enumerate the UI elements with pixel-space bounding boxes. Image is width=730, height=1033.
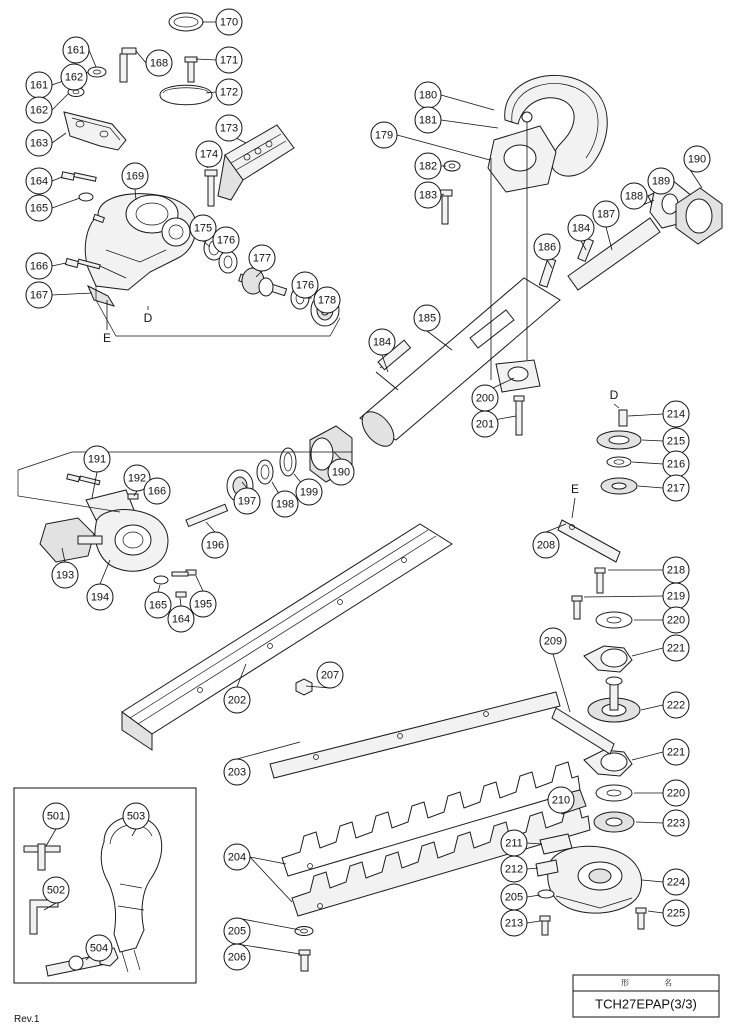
part-217-spacer-bore	[612, 483, 626, 489]
callout-number-501: 501	[46, 810, 66, 823]
callout-173[interactable]	[216, 115, 242, 141]
callout-222[interactable]	[663, 692, 689, 718]
callout-number-217: 217	[666, 482, 686, 495]
part-201-bolt-shaft	[516, 401, 522, 435]
part-206-bolt-head	[299, 950, 310, 955]
callout-number-213: 213	[504, 917, 524, 930]
callout-number-185: 185	[417, 312, 437, 325]
callout-number-193: 193	[55, 569, 75, 582]
part-174-screw-head	[205, 170, 217, 176]
revision-label: Rev.1	[14, 1014, 40, 1025]
callout-number-503: 503	[126, 810, 146, 823]
callout-221[interactable]	[663, 739, 689, 765]
callout-161[interactable]	[26, 72, 52, 98]
callout-number-164: 164	[29, 175, 49, 188]
callout-215[interactable]	[663, 428, 689, 454]
part-223-collar-bore	[606, 818, 622, 826]
part-195-bolt-shaft	[172, 572, 188, 576]
part-213-bolt-head	[540, 916, 550, 921]
part-165-washer	[79, 193, 93, 201]
part-501-wrench-stem	[38, 844, 45, 870]
part-214-bolt	[619, 410, 627, 426]
part-192-bolt-head	[128, 494, 138, 499]
callout-201[interactable]	[472, 411, 498, 437]
reference-letter-E-upper: E	[102, 331, 112, 345]
part-167-plate	[88, 286, 114, 306]
handle-assembly-group	[440, 75, 607, 224]
callout-number-172: 172	[219, 86, 239, 99]
callout-number-162: 162	[29, 104, 49, 117]
callout-number-225: 225	[666, 907, 686, 920]
callout-501[interactable]	[43, 803, 69, 829]
part-184-rod-left-end	[376, 372, 398, 390]
callout-number-202: 202	[227, 694, 247, 707]
part-181-bracket-bore	[504, 145, 536, 171]
callout-number-218: 218	[666, 564, 686, 577]
part-186-rod	[539, 258, 555, 287]
callout-209[interactable]	[540, 628, 566, 654]
callout-number-208: 208	[536, 539, 556, 552]
callout-number-205: 205	[227, 925, 247, 938]
part-169-hub	[162, 218, 190, 246]
callout-190[interactable]	[684, 146, 710, 172]
callout-214[interactable]	[663, 401, 689, 427]
part-224-cover-inner	[589, 869, 611, 883]
callout-199[interactable]	[296, 479, 322, 505]
part-205b-washer	[538, 890, 554, 898]
callout-number-175: 175	[193, 222, 213, 235]
part-207-nut	[296, 679, 312, 695]
part-222-gear-shaft-top	[606, 677, 622, 685]
part-190-cap-face	[686, 199, 712, 233]
callout-203[interactable]	[224, 759, 250, 785]
part-191-bolt-head	[67, 474, 80, 482]
part-164-bolt-head	[62, 172, 75, 180]
part-216-washer	[607, 457, 631, 467]
part-208-arm	[558, 520, 620, 562]
callout-221[interactable]	[663, 635, 689, 661]
callout-211[interactable]	[501, 830, 527, 856]
callout-186[interactable]	[534, 234, 560, 260]
reference-letters-layer	[103, 311, 619, 496]
callout-number-196: 196	[205, 539, 225, 552]
part-219-bolt-shaft	[574, 601, 580, 619]
callout-number-180: 180	[418, 89, 438, 102]
callout-number-186: 186	[537, 241, 557, 254]
title-block	[573, 975, 719, 1017]
part-193-neck	[78, 536, 102, 544]
callout-number-210: 210	[551, 794, 571, 807]
callout-number-176: 176	[216, 234, 236, 247]
callout-176[interactable]	[292, 272, 318, 298]
callout-number-207: 207	[320, 669, 340, 682]
callout-200[interactable]	[472, 385, 498, 411]
callout-161[interactable]	[63, 37, 89, 63]
callout-181[interactable]	[415, 107, 441, 133]
callout-167[interactable]	[26, 282, 52, 308]
part-176-washer	[219, 251, 237, 273]
callout-162[interactable]	[61, 64, 87, 90]
part-194-housing-bore	[115, 525, 151, 555]
part-198-snap-ring	[257, 460, 273, 484]
callout-number-181: 181	[418, 114, 438, 127]
reference-letter-D-upper: D	[143, 311, 153, 325]
callout-178[interactable]	[314, 287, 340, 313]
callout-213[interactable]	[501, 910, 527, 936]
callout-number-183: 183	[418, 189, 438, 202]
part-183-bolt-shaft	[442, 196, 448, 224]
callout-179[interactable]	[371, 122, 397, 148]
callout-170[interactable]	[216, 9, 242, 35]
callout-number-168: 168	[149, 57, 169, 70]
part-503-harness-tail	[122, 950, 140, 972]
callout-number-220: 220	[666, 614, 686, 627]
callout-number-161: 161	[66, 44, 86, 57]
callout-175[interactable]	[190, 215, 216, 241]
callout-number-166: 166	[29, 260, 49, 273]
part-163-bracket	[64, 112, 126, 150]
callout-number-221: 221	[666, 746, 686, 759]
callout-number-174: 174	[199, 148, 219, 161]
part-225-bolt-shaft	[638, 913, 644, 929]
part-172-cap	[160, 85, 212, 105]
callout-number-191: 191	[87, 453, 107, 466]
callout-number-206: 206	[227, 951, 247, 964]
part-171-screw	[188, 60, 194, 82]
part-504-spanner-eye	[69, 956, 83, 970]
callout-189[interactable]	[648, 168, 674, 194]
callout-number-178: 178	[317, 294, 337, 307]
callout-number-222: 222	[666, 699, 686, 712]
callout-number-212: 212	[504, 863, 524, 876]
part-164b-bolt-head	[176, 592, 186, 597]
callout-166[interactable]	[144, 478, 170, 504]
part-221b-link-eye	[601, 753, 627, 771]
callout-number-203: 203	[227, 766, 247, 779]
callout-number-220: 220	[666, 787, 686, 800]
callout-number-199: 199	[299, 486, 319, 499]
callout-197[interactable]	[234, 488, 260, 514]
part-161-washer	[88, 67, 106, 77]
callout-185[interactable]	[414, 305, 440, 331]
title-header-right: 名	[664, 978, 672, 988]
callout-212[interactable]	[501, 856, 527, 882]
callout-210[interactable]	[548, 787, 574, 813]
callout-number-163: 163	[29, 137, 49, 150]
part-165b-washer	[154, 576, 168, 584]
callout-502[interactable]	[43, 877, 69, 903]
callout-191[interactable]	[84, 446, 110, 472]
callout-208[interactable]	[533, 532, 559, 558]
part-164-bolt-shaft	[74, 173, 96, 181]
callout-number-205: 205	[504, 891, 524, 904]
callout-number-161: 161	[29, 79, 49, 92]
callout-217[interactable]	[663, 475, 689, 501]
callout-205[interactable]	[501, 884, 527, 910]
callout-177[interactable]	[249, 245, 275, 271]
callout-number-502: 502	[46, 884, 66, 897]
callout-207[interactable]	[317, 662, 343, 688]
callout-202[interactable]	[224, 687, 250, 713]
callout-223[interactable]	[663, 810, 689, 836]
callout-number-192: 192	[127, 472, 147, 485]
callout-184[interactable]	[369, 329, 395, 355]
reference-letter-D-right: D	[609, 388, 619, 402]
callout-number-224: 224	[666, 876, 686, 889]
callout-number-201: 201	[475, 418, 495, 431]
part-191-bolt-shaft	[80, 476, 100, 485]
part-181-boss	[522, 112, 532, 122]
part-166-bolt-head	[65, 259, 78, 268]
part-218-bolt-shaft	[597, 573, 603, 593]
callout-number-197: 197	[237, 495, 257, 508]
callout-number-219: 219	[666, 590, 686, 603]
callout-number-223: 223	[666, 817, 686, 830]
part-219-bolt-head	[572, 596, 582, 601]
callout-216[interactable]	[663, 451, 689, 477]
callout-number-188: 188	[624, 190, 644, 203]
callout-number-209: 209	[543, 635, 563, 648]
callout-205[interactable]	[224, 918, 250, 944]
callout-165[interactable]	[145, 592, 171, 618]
callout-166[interactable]	[26, 253, 52, 279]
callout-number-187: 187	[596, 208, 616, 221]
callout-224[interactable]	[663, 869, 689, 895]
callout-190[interactable]	[328, 459, 354, 485]
callout-number-190: 190	[687, 153, 707, 166]
callout-number-165: 165	[29, 202, 49, 215]
callout-number-165: 165	[148, 599, 168, 612]
part-201-bolt-head	[514, 396, 524, 401]
callout-206[interactable]	[224, 944, 250, 970]
part-200-clamp-bore	[508, 367, 528, 381]
part-220b-washer	[596, 785, 632, 801]
callout-219[interactable]	[663, 583, 689, 609]
part-215-pulley-bore	[609, 436, 629, 444]
part-168-bolt-head	[122, 48, 136, 54]
callout-195[interactable]	[190, 591, 216, 617]
callout-198[interactable]	[272, 491, 298, 517]
part-220-washer	[596, 612, 632, 628]
callout-174[interactable]	[196, 141, 222, 167]
callout-number-182: 182	[418, 160, 438, 173]
callout-number-221: 221	[666, 642, 686, 655]
callout-172[interactable]	[216, 79, 242, 105]
callout-220[interactable]	[663, 607, 689, 633]
callout-165[interactable]	[26, 195, 52, 221]
callout-168[interactable]	[146, 50, 172, 76]
callout-196[interactable]	[202, 532, 228, 558]
callout-164[interactable]	[168, 606, 194, 632]
callout-503[interactable]	[123, 803, 149, 829]
callout-number-214: 214	[666, 408, 686, 421]
callout-number-200: 200	[475, 392, 495, 405]
reference-letter-E-right: E	[570, 482, 580, 496]
callout-182[interactable]	[415, 153, 441, 179]
callout-number-167: 167	[29, 289, 49, 302]
callout-number-179: 179	[374, 129, 394, 142]
callout-number-176: 176	[295, 279, 315, 292]
callout-number-190: 190	[331, 466, 351, 479]
part-205-washer	[295, 927, 313, 936]
part-503-harness	[101, 817, 161, 952]
callout-number-170: 170	[219, 16, 239, 29]
part-213-bolt-shaft	[542, 921, 548, 935]
part-221-link-eye	[601, 649, 627, 667]
callout-164[interactable]	[26, 168, 52, 194]
callout-218[interactable]	[663, 557, 689, 583]
callout-220[interactable]	[663, 780, 689, 806]
callout-504[interactable]	[86, 935, 112, 961]
part-206-bolt-shaft	[301, 955, 308, 971]
part-174-screw-shaft	[208, 176, 214, 206]
callout-184[interactable]	[568, 215, 594, 241]
part-502-hex-key	[30, 900, 58, 934]
callout-number-204: 204	[227, 851, 247, 864]
callout-180[interactable]	[415, 82, 441, 108]
callout-225[interactable]	[663, 900, 689, 926]
callout-number-171: 171	[219, 54, 239, 67]
callout-number-166: 166	[147, 485, 167, 498]
callout-204[interactable]	[224, 844, 250, 870]
lower-gearcase-ref-line	[18, 452, 352, 470]
callout-171[interactable]	[216, 47, 242, 73]
callout-number-162: 162	[64, 71, 84, 84]
callout-183[interactable]	[415, 182, 441, 208]
part-168-bolt-shaft	[120, 54, 127, 82]
part-171-screw-head	[185, 57, 197, 62]
callout-169[interactable]	[122, 163, 148, 189]
callout-number-198: 198	[275, 498, 295, 511]
callout-number-194: 194	[90, 591, 110, 604]
callout-187[interactable]	[593, 201, 619, 227]
callout-162[interactable]	[26, 97, 52, 123]
callout-number-504: 504	[89, 942, 109, 955]
part-218-bolt-head	[595, 568, 605, 573]
callout-number-216: 216	[666, 458, 686, 471]
part-177-collar	[259, 278, 273, 296]
model-number: TCH27EPAP(3/3)	[595, 996, 697, 1012]
callout-188[interactable]	[621, 183, 647, 209]
callout-193[interactable]	[52, 562, 78, 588]
callout-number-184: 184	[571, 222, 591, 235]
callout-number-169: 169	[125, 170, 145, 183]
callout-number-177: 177	[252, 252, 272, 265]
part-225-bolt-head	[636, 908, 646, 913]
part-203-lower-bar	[270, 692, 560, 778]
title-header-left: 形	[621, 978, 629, 988]
callout-number-173: 173	[219, 122, 239, 135]
callout-number-215: 215	[666, 435, 686, 448]
blade-bar-group	[122, 524, 563, 778]
callout-number-211: 211	[505, 837, 523, 850]
part-182-washer	[444, 161, 460, 171]
callout-number-164: 164	[171, 613, 191, 626]
callout-176[interactable]	[213, 227, 239, 253]
callout-194[interactable]	[87, 584, 113, 610]
callout-number-189: 189	[651, 175, 671, 188]
callout-number-195: 195	[193, 598, 213, 611]
callout-163[interactable]	[26, 130, 52, 156]
callout-number-184: 184	[372, 336, 392, 349]
